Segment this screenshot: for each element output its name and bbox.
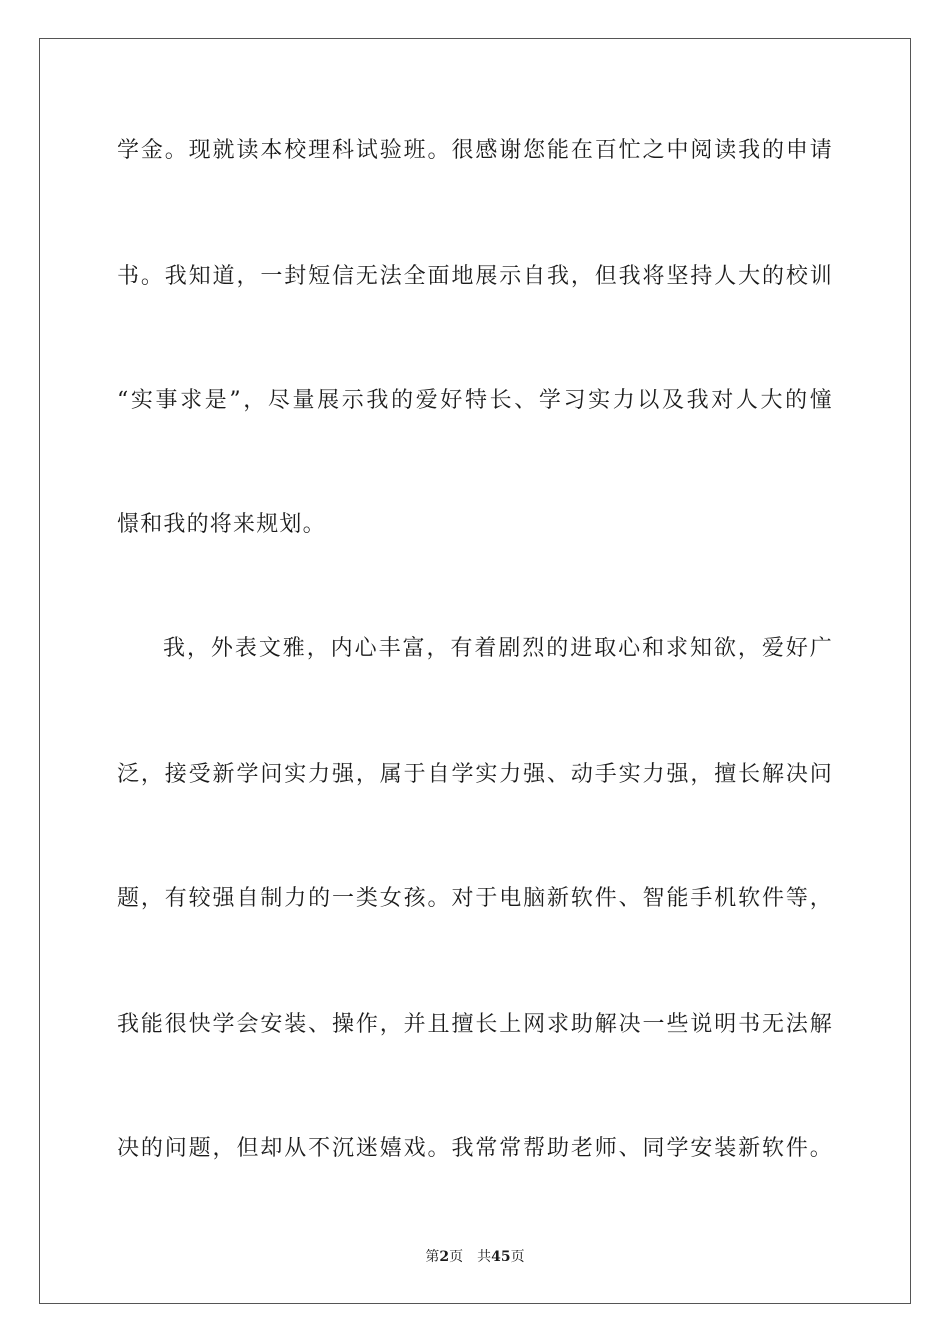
body-text-line: “实事求是”，尽量展示我的爱好特长、学习实力以及我对人大的憧 [117, 388, 833, 413]
total-pages: 45 [491, 1249, 511, 1265]
page-suffix: 页 [449, 1249, 464, 1265]
body-text-line: 憬和我的将来规划。 [117, 512, 326, 537]
page-footer [0, 1248, 950, 1266]
page-border [39, 38, 911, 1304]
body-text-line: 决的问题，但却从不沉迷嬉戏。我常常帮助老师、同学安装新软件。 [117, 1136, 833, 1161]
paragraph-first-line: 我，外表文雅，内心丰富，有着剧烈的进取心和求知欲，爱好广 [163, 636, 833, 661]
body-text-line: 书。我知道，一封短信无法全面地展示自我，但我将坚持人大的校训 [117, 264, 833, 289]
body-text-line: 我能很快学会安装、操作，并且擅长上网求助解决一些说明书无法解 [117, 1012, 833, 1037]
body-text-line: 题，有较强自制力的一类女孩。对于电脑新软件、智能手机软件等， [117, 886, 833, 911]
total-prefix: 共 [477, 1249, 492, 1265]
body-text-line: 泛，接受新学问实力强，属于自学实力强、动手实力强，擅长解决问 [117, 762, 833, 787]
total-suffix: 页 [510, 1249, 525, 1265]
body-text-line: 学金。现就读本校理科试验班。很感谢您能在百忙之中阅读我的申请 [117, 138, 833, 163]
page-prefix: 第 [425, 1249, 440, 1265]
page-number: 2 [439, 1249, 450, 1265]
